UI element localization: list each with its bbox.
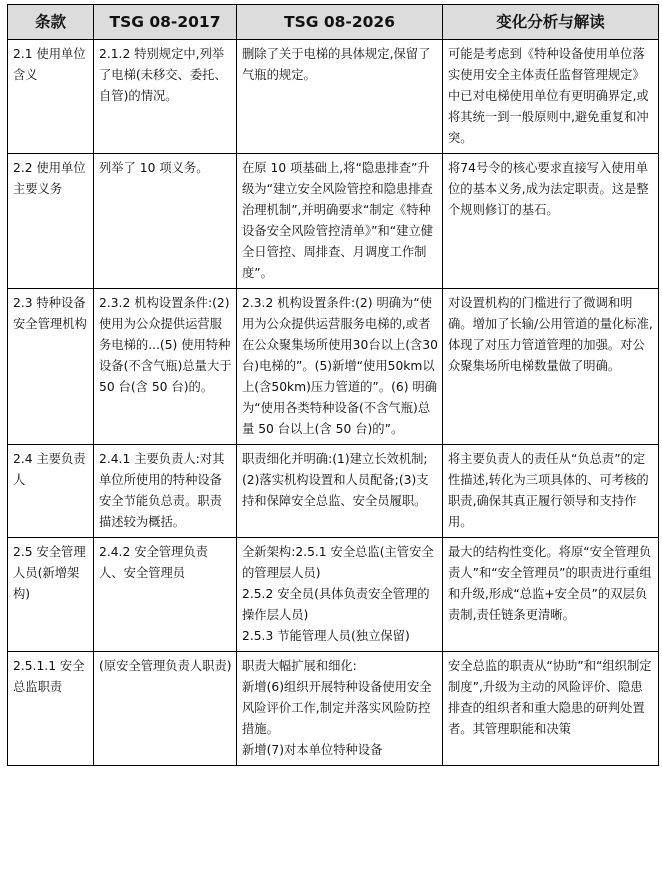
table-row <box>8 538 659 652</box>
table-row <box>8 445 659 538</box>
new-cell: 删除了关于电梯的具体规定,保留了气瓶的规定。 <box>237 40 443 154</box>
header-row <box>8 5 659 40</box>
old-cell: 2.4.2 安全管理负责人、安全管理员 <box>94 538 237 652</box>
new-cell: 职责大幅扩展和细化: 新增(6)组织开展特种设备使用安全风险评价工作,制定并落实风险防控措施。 新增(7)对本单位特种设备 <box>237 652 443 766</box>
table-row <box>8 40 659 154</box>
new-cell: 全新架构:2.5.1 安全总监(主管安全的管理层人员) 2.5.2 安全员(具体负责安全管理的操作层人员) 2.5.3 节能管理人员(独立保留) <box>237 538 443 652</box>
old-cell: 列举了 10 项义务。 <box>94 154 237 289</box>
clause-cell: 2.2 使用单位主要义务 <box>8 154 94 289</box>
clause-cell: 2.3 特种设备安全管理机构 <box>8 289 94 445</box>
old-cell: 2.3.2 机构设置条件:(2) 使用为公众提供运营服务电梯的...(5) 使用特种设备(不含气瓶)总量大于 50 台(含 50 台)的。 <box>94 289 237 445</box>
new-cell: 在原 10 项基础上,将“隐患排查”升级为“建立安全风险管控和隐患排查治理机制”,并明确要求“制定《特种设备安全风险管控清单》”和“建立健全日管控、周排查、月调度工作制度”。 <box>237 154 443 289</box>
new-cell: 职责细化并明确:(1)建立长效机制;(2)落实机构设置和人员配备;(3)支持和保障安全总监、安全员履职。 <box>237 445 443 538</box>
old-cell: (原安全管理负责人职责) <box>94 652 237 766</box>
old-cell: 2.1.2 特别规定中,列举了电梯(未移交、委托、自管)的情况。 <box>94 40 237 154</box>
clause-cell: 2.1 使用单位含义 <box>8 40 94 154</box>
header-tsg-2017: TSG 08-2017 <box>94 5 237 40</box>
analysis-cell: 可能是考虑到《特种设备使用单位落实使用安全主体责任监督管理规定》中已对电梯使用单位有更明确界定,或将其统一到一般原则中,避免重复和冲突。 <box>443 40 659 154</box>
table-row <box>8 154 659 289</box>
header-tsg-2026: TSG 08-2026 <box>237 5 443 40</box>
clause-cell: 2.4 主要负责人 <box>8 445 94 538</box>
analysis-cell: 最大的结构性变化。将原“安全管理负责人”和“安全管理员”的职责进行重组和升级,形成“总监+安全员”的双层负责制,责任链条更清晰。 <box>443 538 659 652</box>
analysis-cell: 将74号令的核心要求直接写入使用单位的基本义务,成为法定职责。这是整个规则修订的基石。 <box>443 154 659 289</box>
analysis-cell: 将主要负责人的责任从“负总责”的定性描述,转化为三项具体的、可考核的职责,确保其真正履行领导和支持作用。 <box>443 445 659 538</box>
analysis-cell: 安全总监的职责从“协助”和“组织制定制度”,升级为主动的风险评价、隐患排查的组织者和重大隐患的研判处置者。其管理职能和决策 <box>443 652 659 766</box>
analysis-cell: 对设置机构的门槛进行了微调和明确。增加了长输/公用管道的量化标准,体现了对压力管道管理的加强。对公众聚集场所电梯数量做了明确。 <box>443 289 659 445</box>
header-analysis: 变化分析与解读 <box>443 5 659 40</box>
old-cell: 2.4.1 主要负责人:对其单位所使用的特种设备安全节能负总责。职责描述较为概括。 <box>94 445 237 538</box>
clause-cell: 2.5 安全管理人员(新增架构) <box>8 538 94 652</box>
table-row <box>8 652 659 766</box>
clause-cell: 2.5.1.1 安全总监职责 <box>8 652 94 766</box>
new-cell: 2.3.2 机构设置条件:(2) 明确为“使用为公众提供运营服务电梯的,或者在公众聚集场所使用30台以上(含30台)电梯的”。(5)新增“使用50km以上(含50km)压力管道的”。(6) 明确为“使用各类特种设备(不含气瓶)总量 50 台以上(含 50 台)的”。 <box>237 289 443 445</box>
table-row <box>8 289 659 445</box>
header-clause: 条款 <box>8 5 94 40</box>
comparison-table <box>7 4 659 766</box>
